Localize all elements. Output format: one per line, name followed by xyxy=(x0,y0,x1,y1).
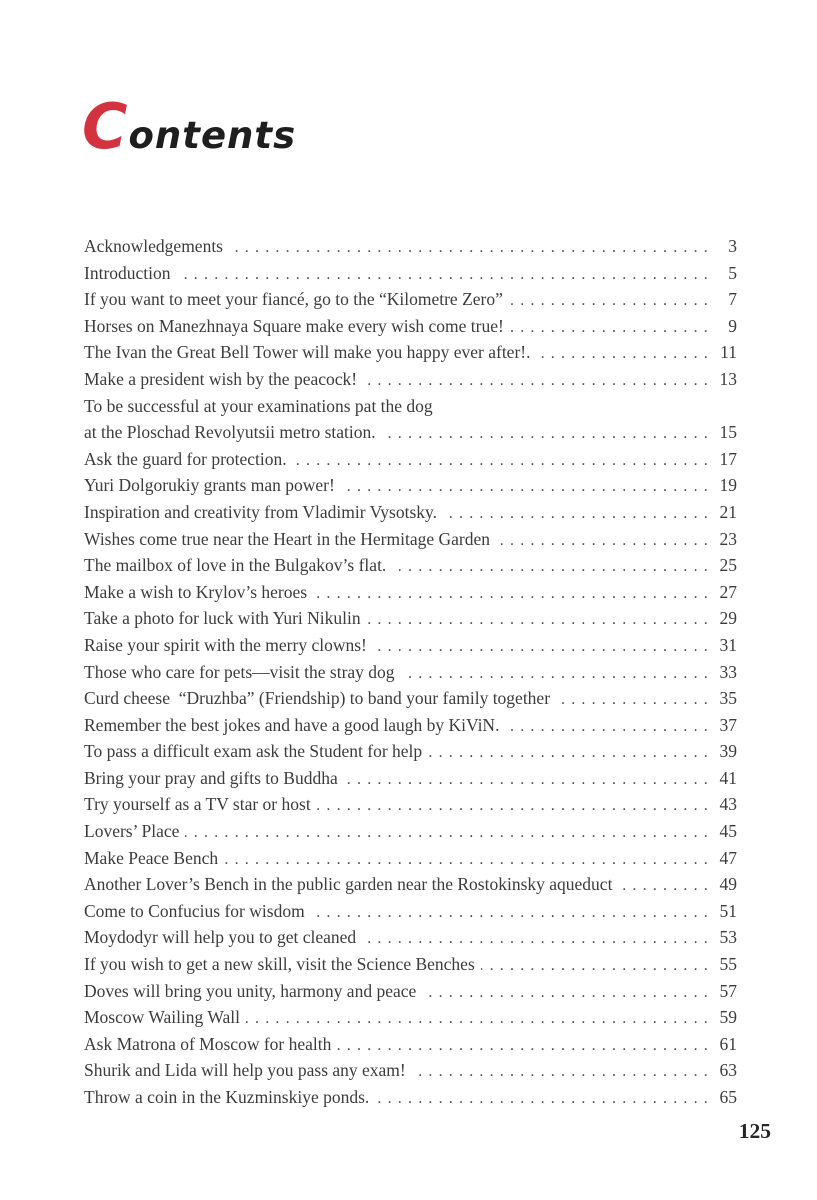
toc-entry-page: 13 xyxy=(719,368,737,389)
toc-entry xyxy=(84,499,737,526)
toc-entry xyxy=(84,313,737,340)
toc-entry-title: Raise your spirit with the merry clowns! xyxy=(84,634,367,655)
toc-entry xyxy=(84,898,737,925)
toc-entry-page: 33 xyxy=(719,661,737,682)
toc-entry-title: Acknowledgements xyxy=(84,236,223,256)
toc-entry-title: Bring your pray and gifts to Buddha xyxy=(84,767,338,788)
dot-leader xyxy=(392,552,714,581)
dot-leader xyxy=(293,446,714,475)
toc-entry xyxy=(84,632,737,659)
toc-entry-title: Introduction xyxy=(84,262,171,283)
toc-entry-page: 49 xyxy=(719,874,737,895)
toc-entry-page: 47 xyxy=(719,847,737,868)
toc-entry xyxy=(84,1004,737,1031)
toc-entry-page: 59 xyxy=(719,1007,737,1028)
dot-leader xyxy=(618,871,714,900)
page-title xyxy=(82,90,297,163)
dot-leader xyxy=(344,765,714,794)
dot-leader xyxy=(313,579,714,608)
toc-entry xyxy=(84,791,737,818)
toc-entry-title: Inspiration and creativity from Vladimir Vysotsky. xyxy=(84,501,438,522)
toc-entry xyxy=(84,845,737,872)
toc-entry xyxy=(84,366,737,393)
toc-entry-page: 3 xyxy=(728,236,737,256)
toc-entry-page: 45 xyxy=(719,821,737,842)
toc-entry-page: 63 xyxy=(719,1060,737,1081)
toc-entry-page: 5 xyxy=(728,262,737,283)
dot-leader xyxy=(367,605,714,634)
dot-leader xyxy=(509,286,714,315)
toc-entry-title: To be successful at your examinations pat the dog xyxy=(84,395,433,416)
toc-entry xyxy=(84,579,737,606)
toc-entry-page: 37 xyxy=(719,714,737,735)
toc-entry xyxy=(84,605,737,632)
dot-leader xyxy=(401,659,714,688)
dot-leader xyxy=(373,632,714,661)
toc-entry xyxy=(84,871,737,898)
dot-leader xyxy=(412,1057,714,1086)
dot-leader xyxy=(177,260,714,289)
toc-entry xyxy=(84,818,737,845)
toc-entry-page: 51 xyxy=(719,900,737,921)
toc-entry-page: 29 xyxy=(719,608,737,629)
toc-entry-page: 53 xyxy=(719,927,737,948)
dot-leader xyxy=(443,499,714,528)
toc-entry xyxy=(84,526,737,553)
toc-entry xyxy=(84,552,737,579)
dot-leader xyxy=(428,738,714,767)
toc-entry-title: The mailbox of love in the Bulgakov’s flat. xyxy=(84,555,387,576)
toc-entry-page: 15 xyxy=(719,422,737,443)
toc-entry-page: 41 xyxy=(719,767,737,788)
dot-leader xyxy=(224,845,714,874)
toc-entry-title: Make a president wish by the peacock! xyxy=(84,368,358,389)
toc-entry xyxy=(84,233,737,260)
toc-entry-page: 21 xyxy=(719,501,737,522)
dot-leader xyxy=(481,951,714,980)
toc-entry xyxy=(84,978,737,1005)
dot-leader xyxy=(315,898,714,927)
toc-entry-page: 55 xyxy=(719,954,737,975)
toc-entry-title: Remember the best jokes and have a good laugh by KiViN. xyxy=(84,714,500,735)
toc-entry xyxy=(84,712,737,739)
toc-entry-title: Wishes come true near the Heart in the Hermitage Garden xyxy=(84,528,490,549)
dot-leader xyxy=(317,791,714,820)
toc-entry-title: at the Ploschad Revolyutsii metro station. xyxy=(84,422,376,443)
dot-leader xyxy=(363,366,714,395)
toc-entry-page: 11 xyxy=(720,342,737,363)
dot-leader xyxy=(496,526,714,555)
toc-entry xyxy=(84,685,737,712)
toc-entry-title: If you want to meet your fiancé, go to the “Kilometre Zero” xyxy=(84,289,503,310)
toc-entry-page: 57 xyxy=(719,980,737,1001)
toc-entry-title: Take a photo for luck with Yuri Nikulin xyxy=(84,608,361,629)
toc-entry-page: 25 xyxy=(719,555,737,576)
toc-entry-title: Try yourself as a TV star or host xyxy=(84,794,311,815)
dot-leader xyxy=(185,818,714,847)
toc-entry xyxy=(84,738,737,765)
toc-entry-title: Ask Matrona of Moscow for health xyxy=(84,1033,332,1054)
toc-entry-page: 61 xyxy=(719,1033,737,1054)
toc-entry-title: Throw a coin in the Kuzminskiye ponds. xyxy=(84,1087,370,1107)
dot-leader xyxy=(362,924,714,953)
toc-entry xyxy=(84,1084,737,1111)
page-title-rest: ontents xyxy=(128,114,297,157)
toc-entry xyxy=(84,393,737,420)
dot-leader xyxy=(422,978,714,1007)
toc-entry-title: If you wish to get a new skill, visit the Science Benches xyxy=(84,954,475,975)
dot-leader xyxy=(229,233,714,262)
toc-entry-title: Make a wish to Krylov’s heroes xyxy=(84,581,308,602)
toc-entry-title: Doves will bring you unity, harmony and peace xyxy=(84,980,417,1001)
toc-entry xyxy=(84,339,737,366)
toc-entry-title: To pass a difficult exam ask the Student for help xyxy=(84,741,423,762)
toc-entry-page: 7 xyxy=(728,289,737,310)
toc-entry-page: 35 xyxy=(719,688,737,709)
toc-entry xyxy=(84,765,737,792)
toc-entry xyxy=(84,260,737,287)
toc-entry xyxy=(84,286,737,313)
toc-entry xyxy=(84,419,737,446)
dot-leader xyxy=(337,1031,714,1060)
toc-entry-title: Moscow Wailing Wall xyxy=(84,1007,240,1028)
toc-entry xyxy=(84,924,737,951)
toc-entry-page: 27 xyxy=(719,581,737,602)
toc-entry-page: 23 xyxy=(719,528,737,549)
toc-entry-title: Come to Confucius for wisdom xyxy=(84,900,310,921)
toc-entry xyxy=(84,472,737,499)
toc-entry-page: 9 xyxy=(728,315,737,336)
dot-leader xyxy=(375,1084,714,1113)
dot-leader xyxy=(341,472,714,501)
toc-entry-title: Ask the guard for protection. xyxy=(84,448,287,469)
toc-entry-title: Make Peace Bench xyxy=(84,847,219,868)
toc-list xyxy=(84,233,737,1111)
toc-entry xyxy=(84,1031,737,1058)
page-number: 125 xyxy=(738,1119,771,1143)
toc-entry xyxy=(84,659,737,686)
toc-entry-title: Curd cheese “Druzhba” (Friendship) to band your family together xyxy=(84,688,551,709)
toc-entry-title: Lovers’ Place xyxy=(84,821,180,842)
dot-leader xyxy=(246,1004,714,1033)
toc-entry-page: 17 xyxy=(719,448,737,469)
dot-leader xyxy=(536,339,714,368)
toc-entry xyxy=(84,951,737,978)
toc-entry-page: 65 xyxy=(719,1087,737,1107)
dot-leader xyxy=(556,685,714,714)
toc-entry-page: 31 xyxy=(719,634,737,655)
toc-entry-title: Those who care for pets—visit the stray dog xyxy=(84,661,395,682)
page-title-initial: C xyxy=(82,90,129,163)
toc-entry-title: The Ivan the Great Bell Tower will make you happy ever after!. xyxy=(84,342,531,363)
toc-entry-page: 39 xyxy=(719,741,737,762)
dot-leader xyxy=(510,313,714,342)
toc-entry-title: Another Lover’s Bench in the public garden near the Rostokinsky aqueduct xyxy=(84,874,613,895)
toc-entry xyxy=(84,446,737,473)
dot-leader xyxy=(382,419,714,448)
toc-entry-title: Horses on Manezhnaya Square make every wish come true! xyxy=(84,315,504,336)
toc-entry xyxy=(84,1057,737,1084)
toc-entry-title: Yuri Dolgorukiy grants man power! xyxy=(84,475,335,496)
toc-entry-title: Shurik and Lida will help you pass any exam! xyxy=(84,1060,406,1081)
toc-entry-page: 43 xyxy=(719,794,737,815)
dot-leader xyxy=(505,712,714,741)
toc-entry-title: Moydodyr will help you to get cleaned xyxy=(84,927,357,948)
toc-entry-page: 19 xyxy=(719,475,737,496)
